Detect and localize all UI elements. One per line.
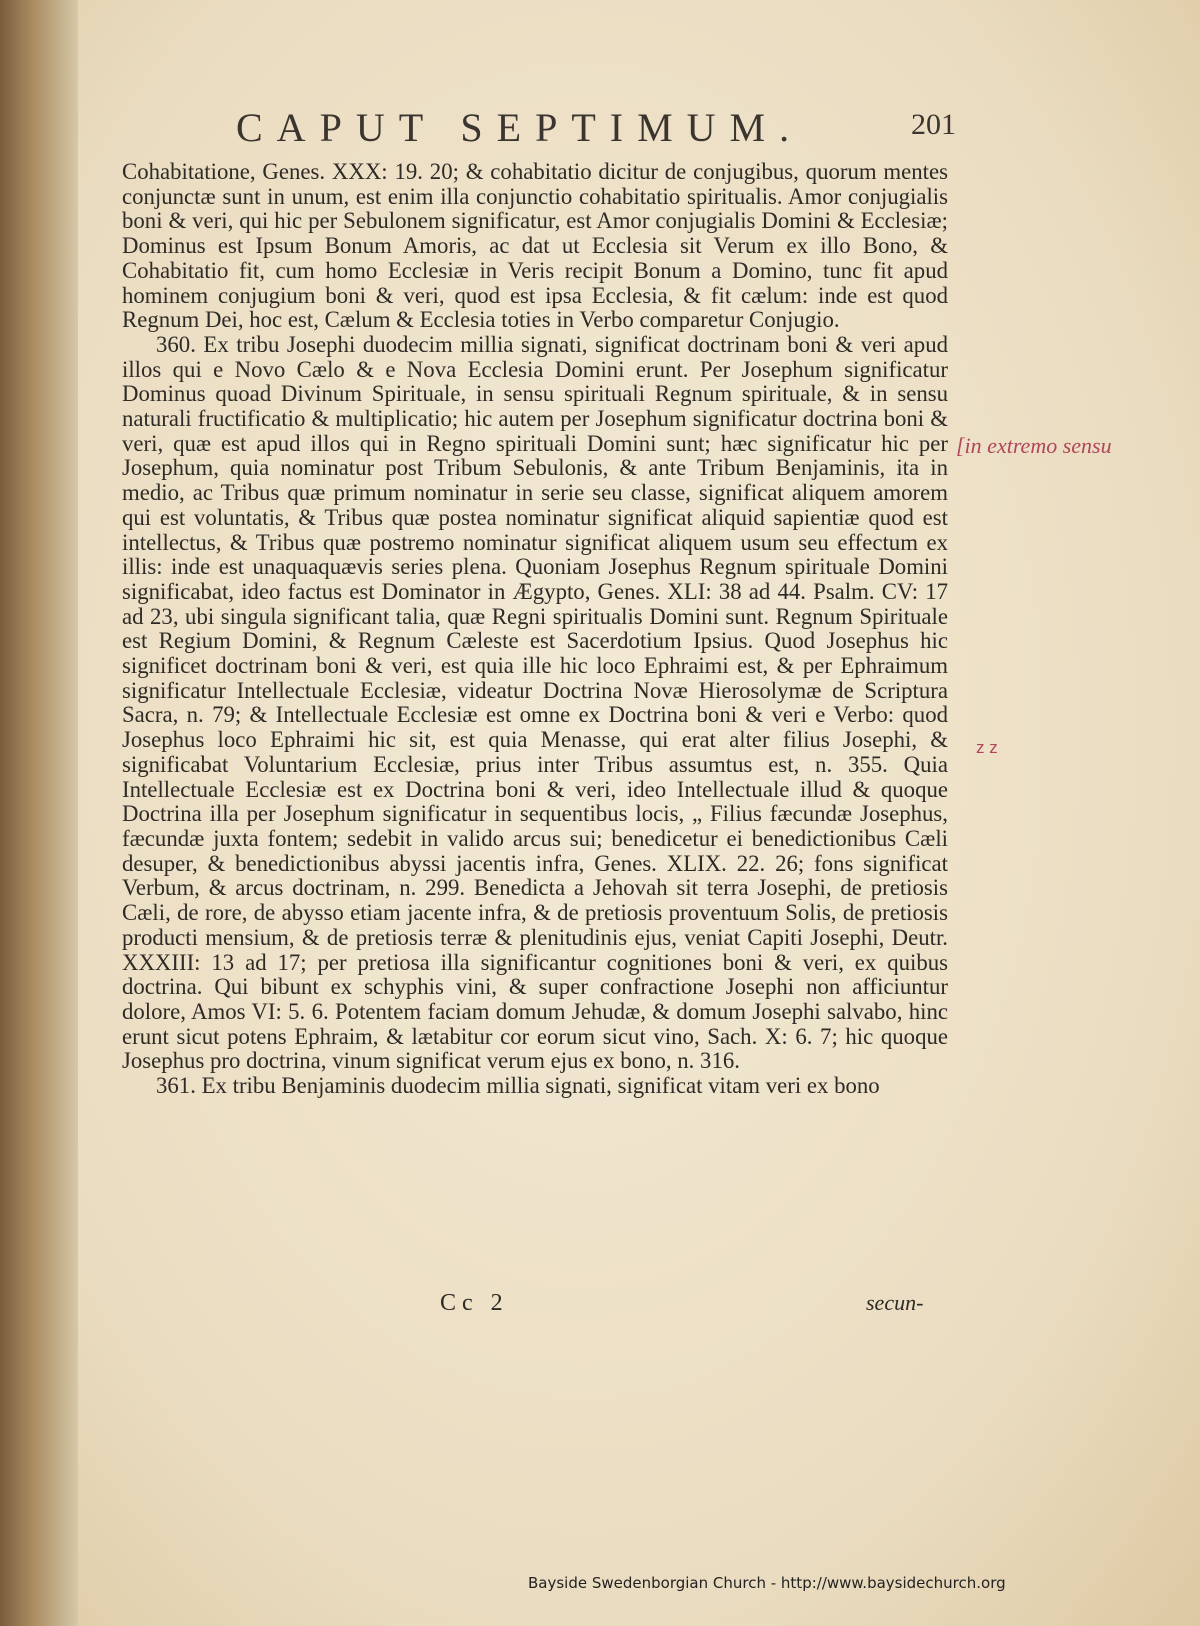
source-credit: Bayside Swedenborgian Church - http://www.baysidechurch.org bbox=[528, 1574, 1006, 1592]
signature-mark: Cc 2 bbox=[440, 1290, 509, 1316]
chapter-title: CAPUT SEPTIMUM. bbox=[236, 105, 804, 150]
paragraph-continued: Cohabitatione, Genes. XXX: 19. 20; & cohabitatio dicitur de conjugibus, quorum mentes conjunctæ sunt in unum, est enim illa conjunctio cohabitatio spiritualis. Amor conjugialis boni & veri, qui hic per Sebulonem significatur, est Amor conjugialis Domini & Ecclesiæ; Dominus est Ipsum Bonum Amoris, ac dat ut Ecclesia sit Verum ex illo Bono, & Cohabitatio fit, cum homo Ecclesiæ in Veris recipit Bonum a Domino, tunc fit apud hominem conjugium boni & veri, quod est ipsa Ecclesia, & fit cælum: inde est quod Regnum Dei, hoc est, Cælum & Ecclesia toties in Verbo comparetur Conjugio. bbox=[122, 159, 948, 333]
catchword: secun- bbox=[866, 1290, 924, 1315]
paragraph-360: 360. Ex tribu Josephi duodecim millia signati, significat doctrinam boni & veri apud illos qui e Novo Cælo & e Nova Ecclesia Domini erunt. Per Josephum significatur Dominus quoad Divinum Spirituale, in sensu spirituali Regnum spirituale, & in sensu naturali fructificatio & multiplicatio; hic autem per Josephum significatur doctrina boni & veri, quæ est apud illos qui in Regno spirituali Domini sunt; hæc significatur hic per Josephum, quia nominatur post Tribum Sebulonis, & ante Tribum Benjaminis, ita in medio, ac Tribus quæ primum nominatur in serie seu classe, significat aliquem amorem qui est voluntatis, & Tribus quæ postea nominatur significat aliquid sapientiæ quod est intellectus, & Tribus quæ postremo nominatur significat aliquem usum seu effectum ex illis: inde est unaquaquævis series plena. Quoniam Josephus Regnum spirituale Domini significabat, ideo factus est Dominator in Ægypto, Genes. XLI: 38 ad 44. Psalm. CV: 17 ad 23, ubi singula significant talia, quæ Regni spiritualis Domini sunt. Regnum Spirituale est Regium Domini, & Regnum Cæleste est Sacerdotium Ipsius. Quod Josephus hic significet doctrinam boni & veri, est quia ille hic loco Ephraimi est, & per Ephraimum significatur Intellectuale Ecclesiæ, videatur Doctrina Novæ Hierosolymæ de Scriptura Sacra, n. 79; & Intellectuale Ecclesiæ est omne ex Doctrina boni & veri e Verbo: quod Josephus loco Ephraimi hic sit, est quia Menasse, qui erat alter filius Josephi, & significabat Voluntarium Ecclesiæ, prius inter Tribus assumtus est, n. 355. Quia Intellectuale Ecclesiæ est ex Doctrina boni & veri, ideo Intellectuale illud & quoque Doctrina illa per Josephum significatur in sequentibus locis, „ Filius fæcundæ Josephus, fæcundæ juxta fontem; sedebit in valido arcus sui; benedicetur ei benedictionibus Cæli desuper, & benedictionibus abyssi jacentis infra, Genes. XLIX. 22. 26; fons significat Verbum, & arcus doctrinam, n. 299. Benedicta a Jehovah sit terra Josephi, de pretiosis Cæli, de rore, de abysso etiam jacente infra, & de pretiosis proventuum Solis, de pretiosis producti mensium, & de pretiosis terræ & plenitudinis ejus, veniat Capiti Josephi, Deutr. XXXIII: 13 ad 17; per pretiosa illa significantur cognitiones boni & veri, ex quibus doctrina. Qui bibunt ex schyphis vini, & super confractione Josephi non afficiuntur dolore, Amos VI: 5. 6. Potentem faciam domum Jehudæ, & domum Josephi salvabo, hinc erunt sicut potens Ephraim, & lætabitur cor eorum sicut vino, Sach. X: 6. 7; hic quoque Josephus pro doctrina, vinum significat verum ejus ex bono, n. 316. bbox=[122, 331, 948, 1074]
running-header bbox=[146, 104, 956, 156]
margin-mark: z z bbox=[976, 738, 998, 757]
page-number: 201 bbox=[911, 108, 956, 141]
handwritten-margin-note: [in extremo sensu bbox=[956, 433, 1112, 458]
book-spine bbox=[0, 0, 78, 1626]
body-text bbox=[122, 160, 948, 1099]
paragraph-361: 361. Ex tribu Benjaminis duodecim millia signati, significat vitam veri ex bono bbox=[156, 1073, 880, 1099]
